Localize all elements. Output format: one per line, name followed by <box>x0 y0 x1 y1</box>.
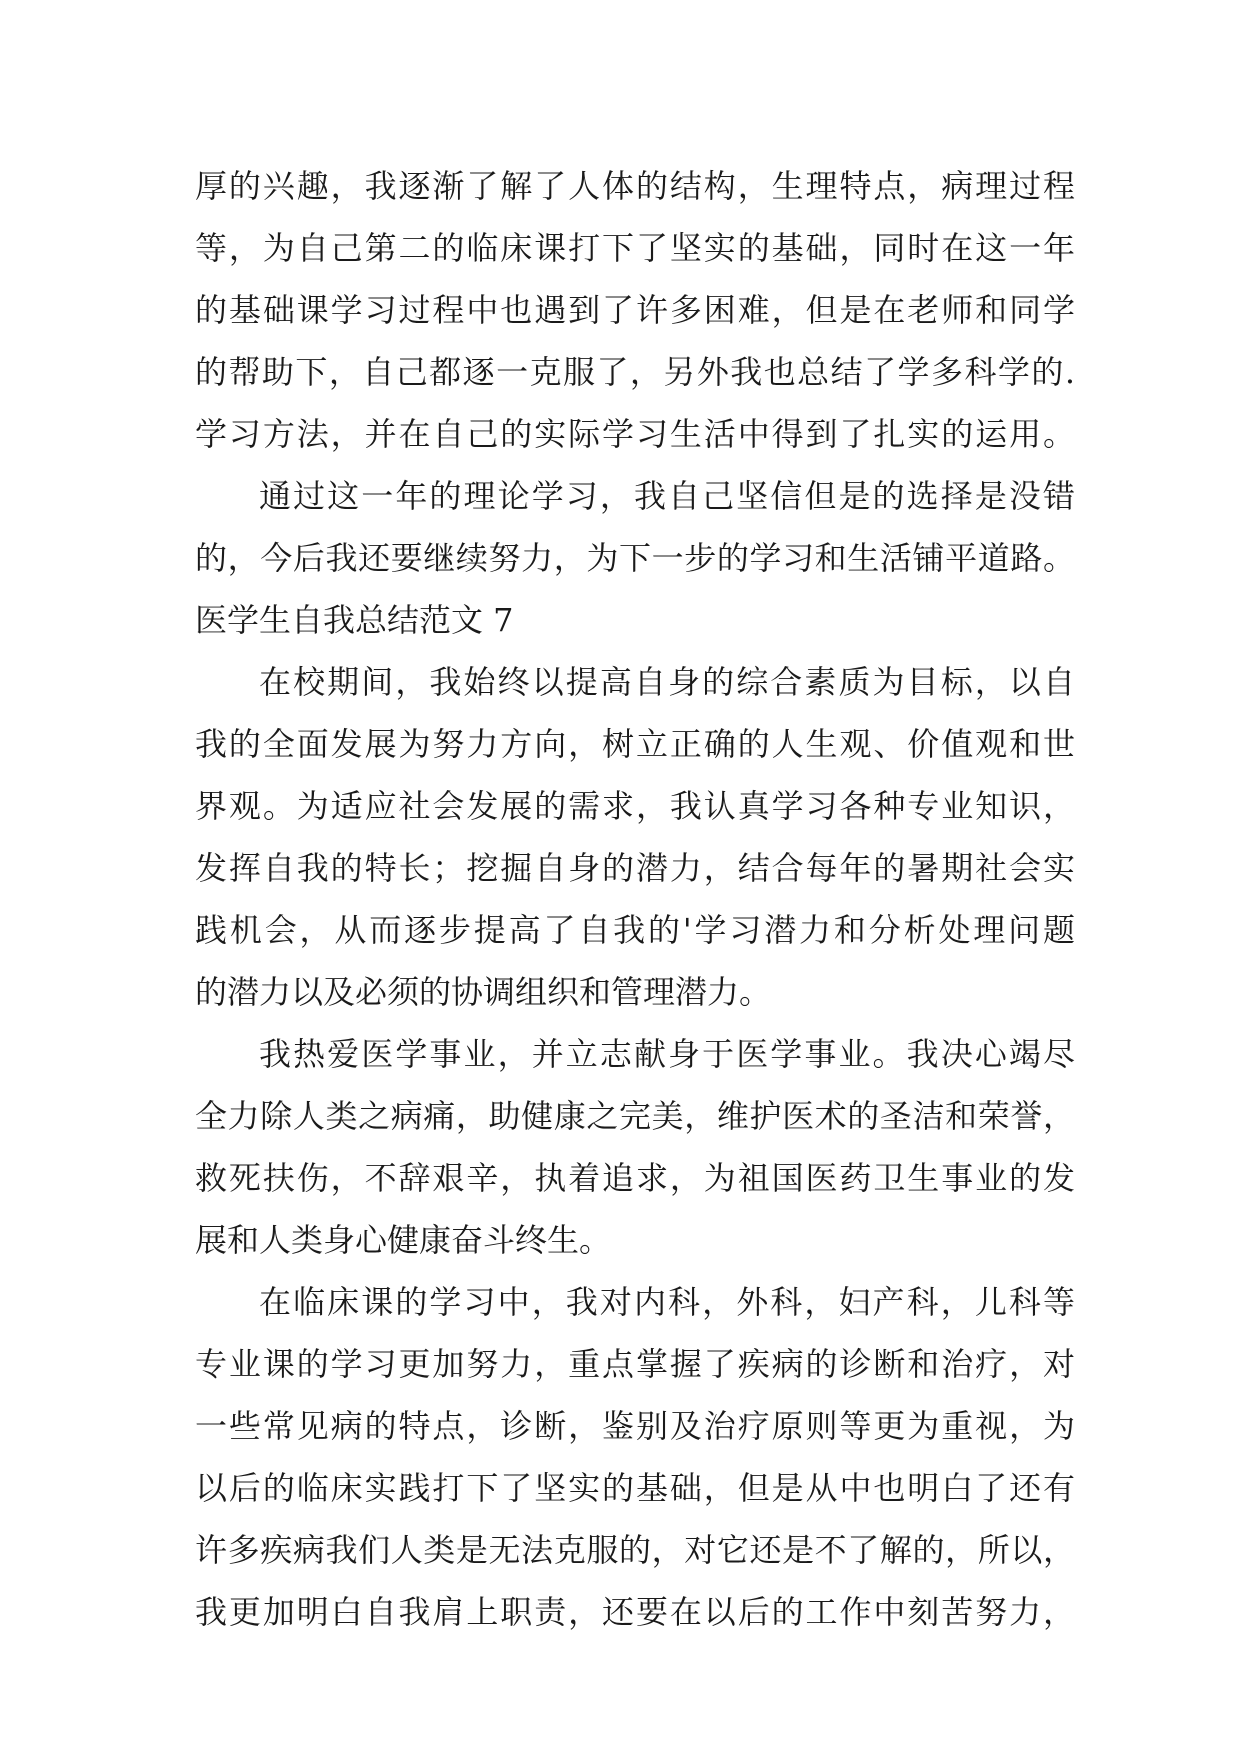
text-line: 的基础课学习过程中也遇到了许多困难，但是在老师和同学 <box>195 291 1075 329</box>
text-line: 医学生自我总结范文 7 <box>195 601 514 639</box>
text-line: 厚的兴趣，我逐渐了解了人体的结构，生理特点，病理过程 <box>195 167 1075 205</box>
text-line: 通过这一年的理论学习，我自己坚信但是的选择是没错 <box>259 477 1075 515</box>
text-line: 我更加明白自我肩上职责，还要在以后的工作中刻苦努力， <box>195 1593 1075 1631</box>
text-line: 一些常见病的特点，诊断，鉴别及治疗原则等更为重视，为 <box>195 1407 1075 1445</box>
text-line: 救死扶伤，不辞艰辛，执着追求，为祖国医药卫生事业的发 <box>195 1159 1075 1197</box>
text-line: 发挥自我的特长；挖掘自身的潜力，结合每年的暑期社会实 <box>195 849 1075 887</box>
text-line: 的，今后我还要继续努力，为下一步的学习和生活铺平道路。 <box>195 539 1075 577</box>
text-line: 许多疾病我们人类是无法克服的，对它还是不了解的，所以， <box>195 1531 1075 1569</box>
body-text <box>195 155 1075 1643</box>
text-line: 我热爱医学事业，并立志献身于医学事业。我决心竭尽 <box>259 1035 1075 1073</box>
text-line: 践机会，从而逐步提高了自我的'学习潜力和分析处理问题 <box>195 911 1075 949</box>
text-line: 学习方法，并在自己的实际学习生活中得到了扎实的运用。 <box>195 415 1075 453</box>
text-line: 展和人类身心健康奋斗终生。 <box>195 1221 612 1259</box>
text-line: 专业课的学习更加努力，重点掌握了疾病的诊断和治疗，对 <box>195 1345 1075 1383</box>
text-line: 的潜力以及必须的协调组织和管理潜力。 <box>195 973 772 1011</box>
text-line: 等，为自己第二的临床课打下了坚实的基础，同时在这一年 <box>195 229 1075 267</box>
text-line: 全力除人类之病痛，助健康之完美，维护医术的圣洁和荣誉， <box>195 1097 1075 1135</box>
text-line: 在校期间，我始终以提高自身的综合素质为目标，以自 <box>259 663 1075 701</box>
text-line: 我的全面发展为努力方向，树立正确的人生观、价值观和世 <box>195 725 1075 763</box>
text-line: 界观。为适应社会发展的需求，我认真学习各种专业知识， <box>195 787 1075 825</box>
text-line: 在临床课的学习中，我对内科，外科，妇产科，儿科等 <box>259 1283 1075 1321</box>
text-line: 的帮助下，自己都逐一克服了，另外我也总结了学多科学的. <box>195 353 1075 391</box>
text-line: 以后的临床实践打下了坚实的基础，但是从中也明白了还有 <box>195 1469 1075 1507</box>
